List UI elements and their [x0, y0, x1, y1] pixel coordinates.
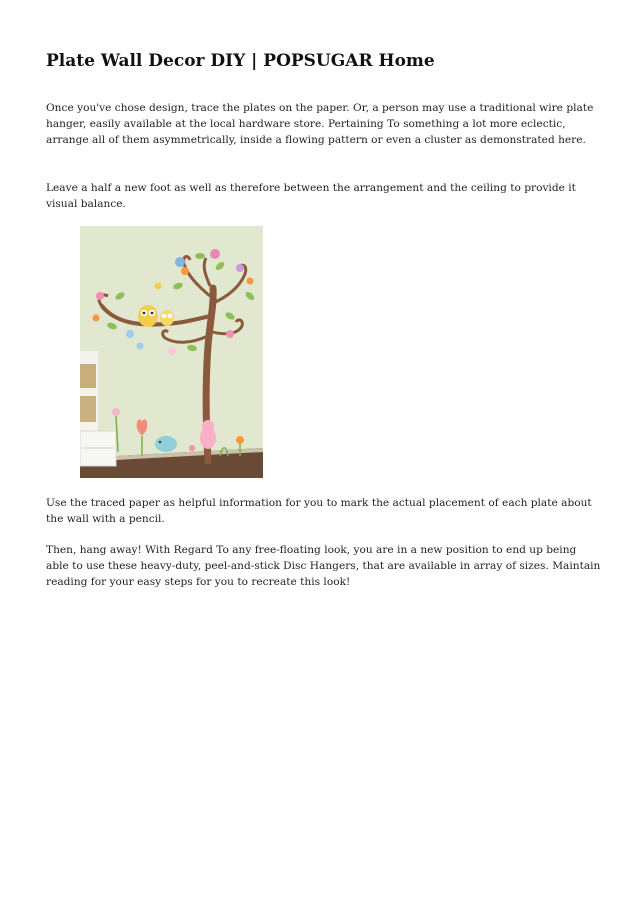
page-title: Plate Wall Decor DIY | POPSUGAR Home: [46, 51, 435, 71]
paragraph-1: Once you've chose design, trace the plates on the paper. Or, a person may use a traditional wire plate hanger, easily available at the local hardware store. Pertaining To something a lot more eclectic, arrange all of them asymmetrically, inside a flowing pattern or even a cluster as demonstrated here.: [46, 102, 594, 146]
paragraph-2: Leave a half a new foot as well as therefore between the arrangement and the ceiling to provide it visual balance.: [46, 182, 576, 210]
tree-illustration: [80, 226, 263, 478]
wall-decal-tree-image: [80, 226, 263, 478]
paragraph-4: Then, hang away! With Regard To any free-floating look, you are in a new position to end up being able to use these heavy-duty, peel-and-stick Disc Hangers, that are available in array of sizes. Maintain reading for your easy steps for you to recreate this look!: [46, 544, 601, 588]
paragraph-3: Use the traced paper as helpful information for you to mark the actual placement of each plate about the wall with a pencil.: [46, 497, 592, 525]
